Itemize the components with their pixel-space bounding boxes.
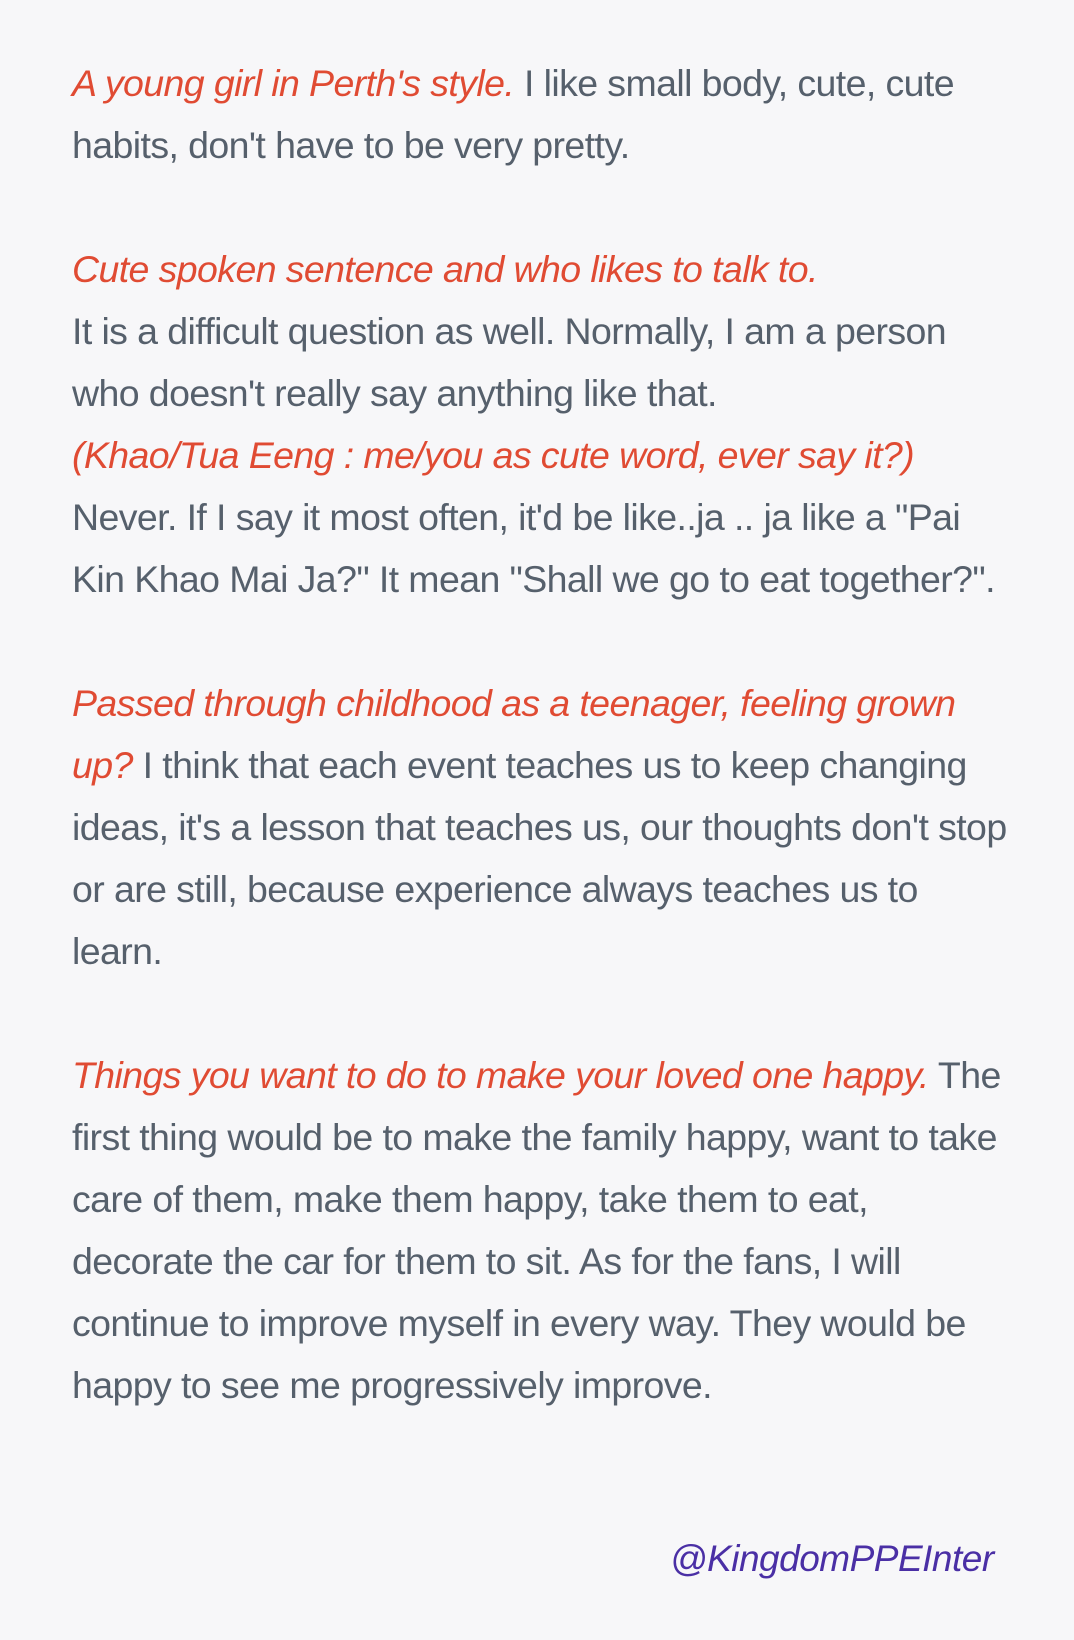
question-text: Cute spoken sentence and who likes to talk to. <box>72 248 818 290</box>
answer-text: The first thing would be to make the family happy, want to take care of them, make them happy, take them to eat, decorate the car for them to sit. As for the fans, I will continue to improve myself in every way. They would be happy to see me progressively improve. <box>72 1054 1001 1406</box>
question-text: (Khao/Tua Eeng : me/you as cute word, ever say it?) <box>72 434 915 476</box>
question-text: A young girl in Perth's style. <box>72 62 515 104</box>
interview-text <box>72 52 1012 1478</box>
answer-text: It is a difficult question as well. Normally, I am a person who doesn't really say anything like that. <box>72 310 947 414</box>
qa-section-2 <box>72 238 1012 610</box>
answer-text: I think that each event teaches us to keep changing ideas, it's a lesson that teaches us, our thoughts don't stop or are still, because experience always teaches us to learn. <box>72 744 1007 972</box>
question-text: Things you want to do to make your loved one happy. <box>72 1054 929 1096</box>
watermark-handle: @KingdomPPEInter <box>670 1538 994 1579</box>
question-text: Passed through childhood as a teenager, feeling grown up? <box>72 682 956 786</box>
qa-section-4 <box>72 1044 1012 1416</box>
answer-text: I like small body, cute, cute habits, don't have to be very pretty. <box>72 62 955 166</box>
answer-text: Never. If I say it most often, it'd be like..ja .. ja like a "Pai Kin Khao Mai Ja?" It mean "Shall we go to eat together?". <box>72 496 995 600</box>
qa-section-1 <box>72 52 1012 176</box>
qa-section-3 <box>72 672 1012 982</box>
